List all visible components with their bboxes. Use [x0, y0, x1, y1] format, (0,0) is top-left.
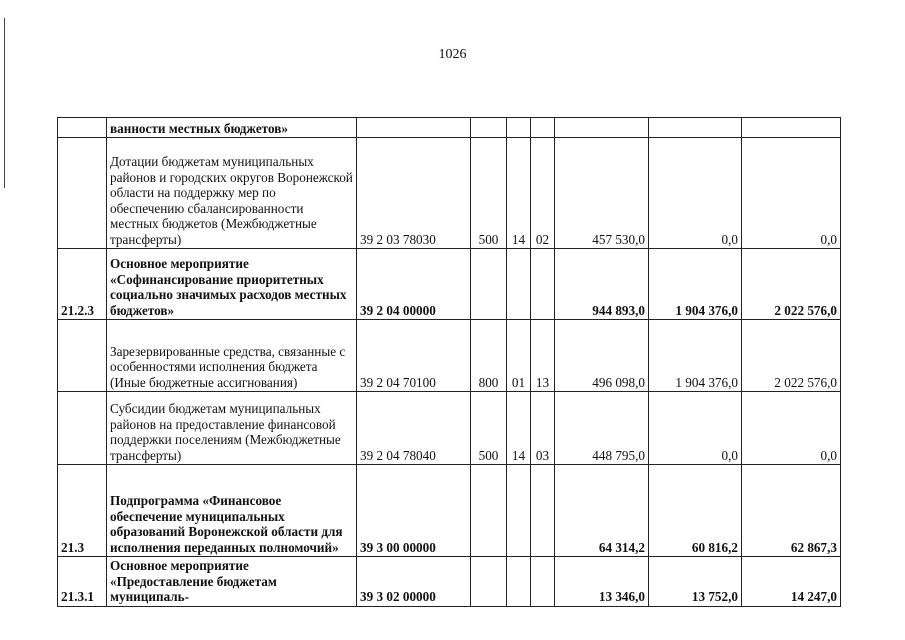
scan-margin-line [4, 18, 5, 188]
table-row [58, 465, 841, 557]
row-section: 14 [507, 392, 531, 465]
row-code: 21.2.3 [58, 249, 107, 320]
row-section [507, 557, 531, 607]
row-name: Подпрограмма «Финансовое обеспечение муниципальных образований Воронежской области для исполнения переданных полномочий» [107, 465, 357, 557]
row-kbk: 39 3 02 00000 [357, 557, 471, 607]
row-code: 21.3 [58, 465, 107, 557]
row-subsection [531, 465, 555, 557]
budget-table [57, 117, 841, 607]
row-code [58, 118, 107, 138]
table-row [58, 138, 841, 249]
row-value-year1: 496 098,0 [555, 320, 649, 392]
row-subsection: 02 [531, 138, 555, 249]
row-code [58, 138, 107, 249]
row-subsection: 13 [531, 320, 555, 392]
row-value-year2: 60 816,2 [649, 465, 742, 557]
row-kbk [357, 118, 471, 138]
row-value-year3: 2 022 576,0 [742, 249, 841, 320]
row-value-year2: 0,0 [649, 138, 742, 249]
row-kbk: 39 2 04 78040 [357, 392, 471, 465]
row-kbk: 39 2 04 00000 [357, 249, 471, 320]
row-grbs [471, 557, 507, 607]
row-value-year3: 0,0 [742, 138, 841, 249]
row-subsection [531, 249, 555, 320]
table-row [58, 557, 841, 607]
row-name: Основное мероприятие «Предоставление бюджетам муниципаль- [107, 557, 357, 607]
row-section: 01 [507, 320, 531, 392]
row-subsection [531, 557, 555, 607]
row-value-year3: 14 247,0 [742, 557, 841, 607]
row-value-year1: 448 795,0 [555, 392, 649, 465]
row-value-year3 [742, 118, 841, 138]
row-name: ванности местных бюджетов» [107, 118, 357, 138]
row-name: Дотации бюджетам муниципальных районов и городских округов Воронежской области на поддержку мер по обеспечению сбалансированности местных бюджетов (Межбюджетные трансферты) [107, 138, 357, 249]
row-value-year1: 13 346,0 [555, 557, 649, 607]
row-code [58, 392, 107, 465]
row-subsection: 03 [531, 392, 555, 465]
row-name: Зарезервированные средства, связанные с особенностями исполнения бюджета (Иные бюджетные ассигнования) [107, 320, 357, 392]
row-value-year1: 944 893,0 [555, 249, 649, 320]
row-value-year1: 457 530,0 [555, 138, 649, 249]
row-value-year3: 62 867,3 [742, 465, 841, 557]
row-section [507, 465, 531, 557]
row-subsection [531, 118, 555, 138]
row-grbs [471, 118, 507, 138]
page-number: 1026 [438, 47, 467, 62]
row-value-year2: 1 904 376,0 [649, 249, 742, 320]
row-value-year1 [555, 118, 649, 138]
row-value-year2: 13 752,0 [649, 557, 742, 607]
row-value-year2 [649, 118, 742, 138]
row-value-year3: 2 022 576,0 [742, 320, 841, 392]
row-value-year2: 0,0 [649, 392, 742, 465]
table-row [58, 249, 841, 320]
row-value-year1: 64 314,2 [555, 465, 649, 557]
row-grbs [471, 465, 507, 557]
row-name: Субсидии бюджетам муниципальных районов на предоставление финансовой поддержки поселениям (Межбюджетные трансферты) [107, 392, 357, 465]
row-value-year3: 0,0 [742, 392, 841, 465]
table-row [58, 118, 841, 138]
row-code: 21.3.1 [58, 557, 107, 607]
table-row [58, 392, 841, 465]
row-section [507, 249, 531, 320]
row-code [58, 320, 107, 392]
row-kbk: 39 2 03 78030 [357, 138, 471, 249]
row-grbs: 500 [471, 392, 507, 465]
row-section [507, 118, 531, 138]
row-kbk: 39 3 00 00000 [357, 465, 471, 557]
row-grbs: 500 [471, 138, 507, 249]
row-kbk: 39 2 04 70100 [357, 320, 471, 392]
row-value-year2: 1 904 376,0 [649, 320, 742, 392]
row-name: Основное мероприятие «Софинансирование приоритетных социально значимых расходов местных бюджетов» [107, 249, 357, 320]
table-row [58, 320, 841, 392]
row-section: 14 [507, 138, 531, 249]
row-grbs [471, 249, 507, 320]
row-grbs: 800 [471, 320, 507, 392]
